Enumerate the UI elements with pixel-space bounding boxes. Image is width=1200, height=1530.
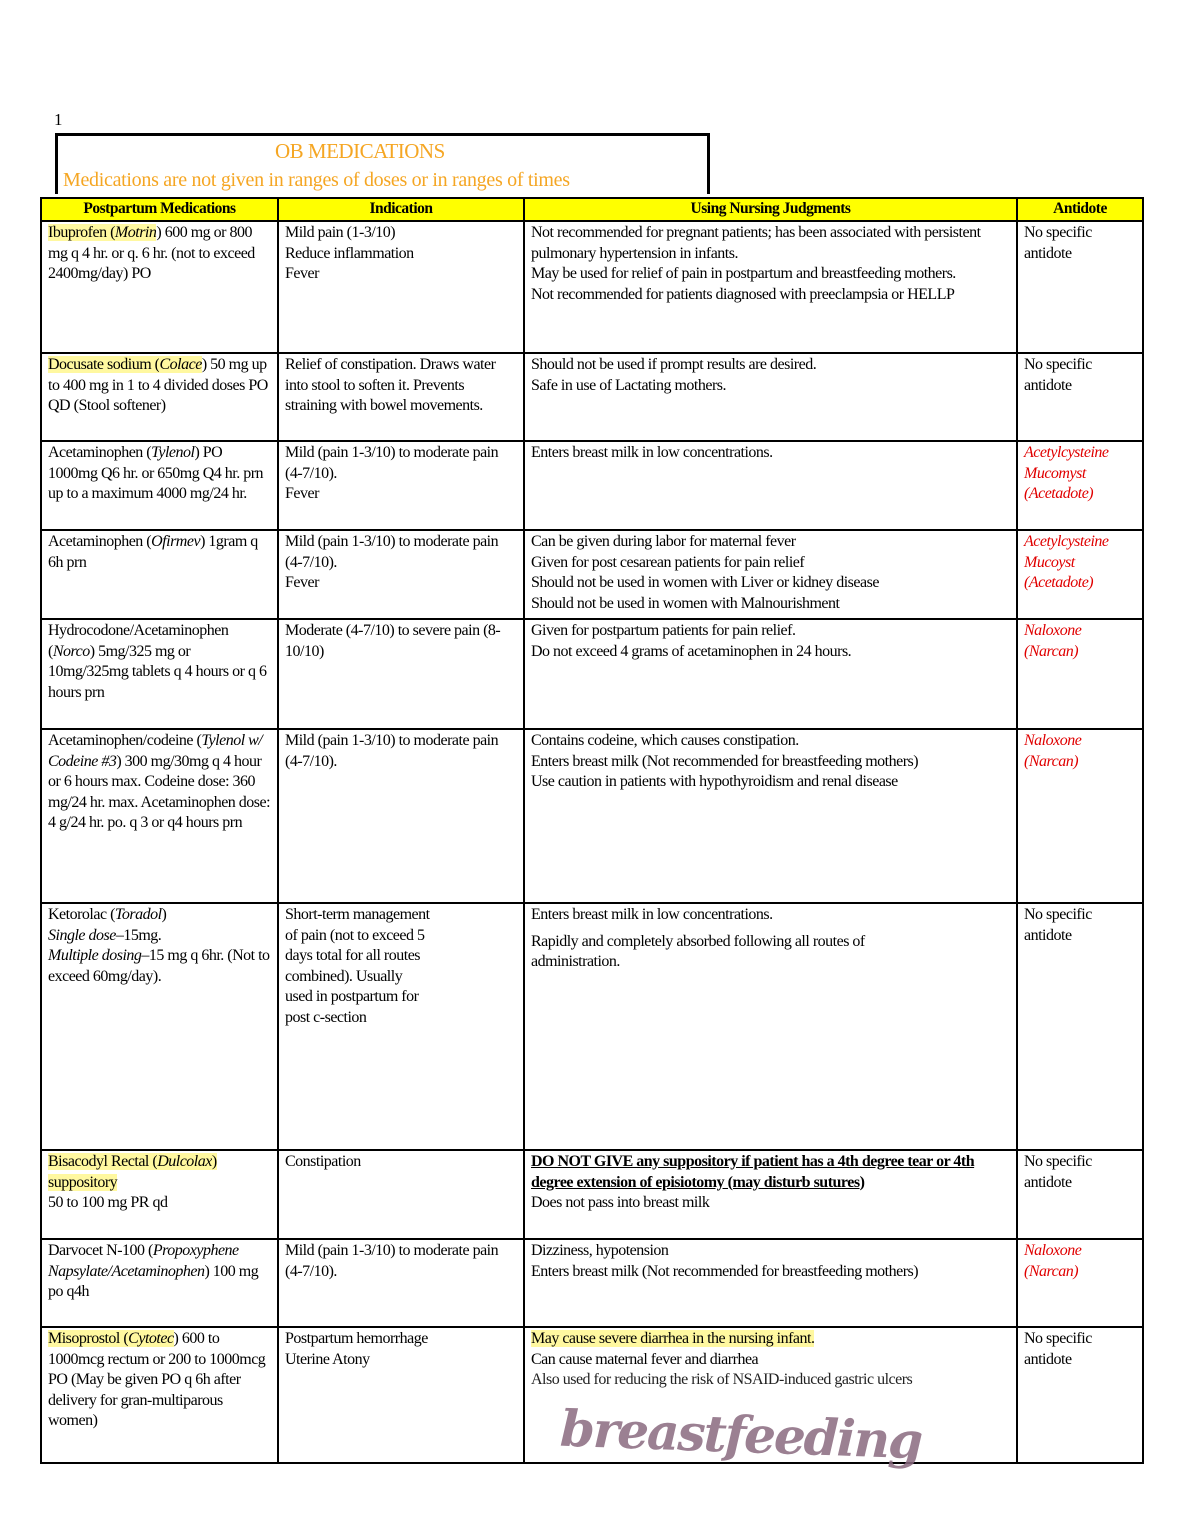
antidote-cell: No specific antidote — [1017, 903, 1143, 1150]
table-row — [41, 903, 1143, 1150]
judgment-cell: Can be given during labor for maternal fever Given for post cesarean patients for pain relief Should not be used in women with Liver or kidney disease Should not be used in women with Malnourishment — [524, 530, 1017, 619]
judgment-cell: Dizziness, hypotension Enters breast milk (Not recommended for breastfeeding mothers) — [524, 1239, 1017, 1327]
judgment-cell: DO NOT GIVE any suppository if patient has a 4th degree tear or 4th degree extension of episiotomy (may disturb sutures) Does not pass into breast milk — [524, 1150, 1017, 1239]
indication-cell: Mild (pain 1-3/10) to moderate pain (4-7/10). — [278, 729, 524, 903]
medications-table — [40, 197, 1144, 1464]
document-subtitle: Medications are not given in ranges of doses or in ranges of times — [63, 169, 570, 191]
table-row — [41, 441, 1143, 530]
judgment-cell: Should not be used if prompt results are desired. Safe in use of Lactating mothers. — [524, 353, 1017, 441]
table-row — [41, 619, 1143, 729]
table-header-row — [41, 198, 1143, 221]
indication-cell: Mild (pain 1-3/10) to moderate pain (4-7/10). Fever — [278, 441, 524, 530]
med-cell: Darvocet N-100 (Propoxyphene Napsylate/Acetaminophen) 100 mg po q4h — [41, 1239, 278, 1327]
indication-cell: Constipation — [278, 1150, 524, 1239]
judgment-cell: Enters breast milk in low concentrations. Rapidly and completely absorbed following all routes of administration. — [524, 903, 1017, 1150]
header-indication: Indication — [278, 198, 524, 221]
judgment-cell: Not recommended for pregnant patients; has been associated with persistent pulmonary hypertension in infants. May be used for relief of pain in postpartum and breastfeeding mothers. Not recommended for patients diagnosed with preeclampsia or HELLP — [524, 221, 1017, 353]
title-box — [55, 133, 710, 194]
header-medications: Postpartum Medications — [41, 198, 278, 221]
page-number: 1 — [54, 110, 63, 129]
med-cell: Misoprostol (Cytotec) 600 to 1000mcg rectum or 200 to 1000mcg PO (May be given PO q 6h after delivery for gran-multiparous women) — [41, 1327, 278, 1463]
judgment-cell: Contains codeine, which causes constipation. Enters breast milk (Not recommended for breastfeeding mothers) Use caution in patients with hypothyroidism and renal disease — [524, 729, 1017, 903]
antidote-cell: Naloxone (Narcan) — [1017, 619, 1143, 729]
indication-cell: Relief of constipation. Draws water into stool to soften it. Prevents straining with bowel movements. — [278, 353, 524, 441]
med-cell: Acetaminophen (Ofirmev) 1gram q 6h prn — [41, 530, 278, 619]
antidote-cell: Acetylcysteine Mucoyst (Acetadote) — [1017, 530, 1143, 619]
med-cell: Bisacodyl Rectal (Dulcolax) suppository 50 to 100 mg PR qd — [41, 1150, 278, 1239]
indication-cell: Mild (pain 1-3/10) to moderate pain (4-7/10). Fever — [278, 530, 524, 619]
indication-cell: Short-term management of pain (not to exceed 5 days total for all routes combined). Usually used in postpartum for post c-section — [278, 903, 524, 1150]
table-row — [41, 530, 1143, 619]
judgment-cell: Given for postpartum patients for pain relief. Do not exceed 4 grams of acetaminophen in 24 hours. — [524, 619, 1017, 729]
judgment-cell: May cause severe diarrhea in the nursing infant. Can cause maternal fever and diarrhea Also used for reducing the risk of NSAID-induced gastric ulcers — [524, 1327, 1017, 1463]
antidote-cell: Acetylcysteine Mucomyst (Acetadote) — [1017, 441, 1143, 530]
antidote-cell: Naloxone (Narcan) — [1017, 1239, 1143, 1327]
antidote-cell: No specific antidote — [1017, 353, 1143, 441]
handwritten-note: breastfeeding — [559, 1398, 923, 1471]
table-row — [41, 1150, 1143, 1239]
table-row — [41, 221, 1143, 353]
header-antidote: Antidote — [1017, 198, 1143, 221]
antidote-cell: Naloxone (Narcan) — [1017, 729, 1143, 903]
med-cell: Hydrocodone/Acetaminophen (Norco) 5mg/325 mg or 10mg/325mg tablets q 4 hours or q 6 hours prn — [41, 619, 278, 729]
indication-cell: Moderate (4-7/10) to severe pain (8-10/10) — [278, 619, 524, 729]
antidote-cell: No specific antidote — [1017, 1327, 1143, 1463]
antidote-cell: No specific antidote — [1017, 1150, 1143, 1239]
med-cell: Acetaminophen/codeine (Tylenol w/ Codeine #3) 300 mg/30mg q 4 hour or 6 hours max. Codeine dose: 360 mg/24 hr. max. Acetaminophen dose: 4 g/24 hr. po. q 3 or q4 hours prn — [41, 729, 278, 903]
med-cell: Acetaminophen (Tylenol) PO 1000mg Q6 hr. or 650mg Q4 hr. prn up to a maximum 4000 mg/24 hr. — [41, 441, 278, 530]
table-row — [41, 353, 1143, 441]
antidote-cell: No specific antidote — [1017, 221, 1143, 353]
header-judgments: Using Nursing Judgments — [524, 198, 1017, 221]
indication-cell: Mild pain (1-3/10) Reduce inflammation Fever — [278, 221, 524, 353]
med-cell: Ketorolac (Toradol) Single dose–15mg. Multiple dosing–15 mg q 6hr. (Not to exceed 60mg/day). — [41, 903, 278, 1150]
judgment-cell: Enters breast milk in low concentrations. — [524, 441, 1017, 530]
med-cell: Docusate sodium (Colace) 50 mg up to 400 mg in 1 to 4 divided doses PO QD (Stool softener) — [41, 353, 278, 441]
indication-cell: Mild (pain 1-3/10) to moderate pain (4-7/10). — [278, 1239, 524, 1327]
table-row — [41, 1239, 1143, 1327]
document-title: OB MEDICATIONS — [275, 139, 445, 163]
table-row — [41, 729, 1143, 903]
med-cell: Ibuprofen (Motrin) 600 mg or 800 mg q 4 hr. or q. 6 hr. (not to exceed 2400mg/day) PO — [41, 221, 278, 353]
indication-cell: Postpartum hemorrhage Uterine Atony — [278, 1327, 524, 1463]
